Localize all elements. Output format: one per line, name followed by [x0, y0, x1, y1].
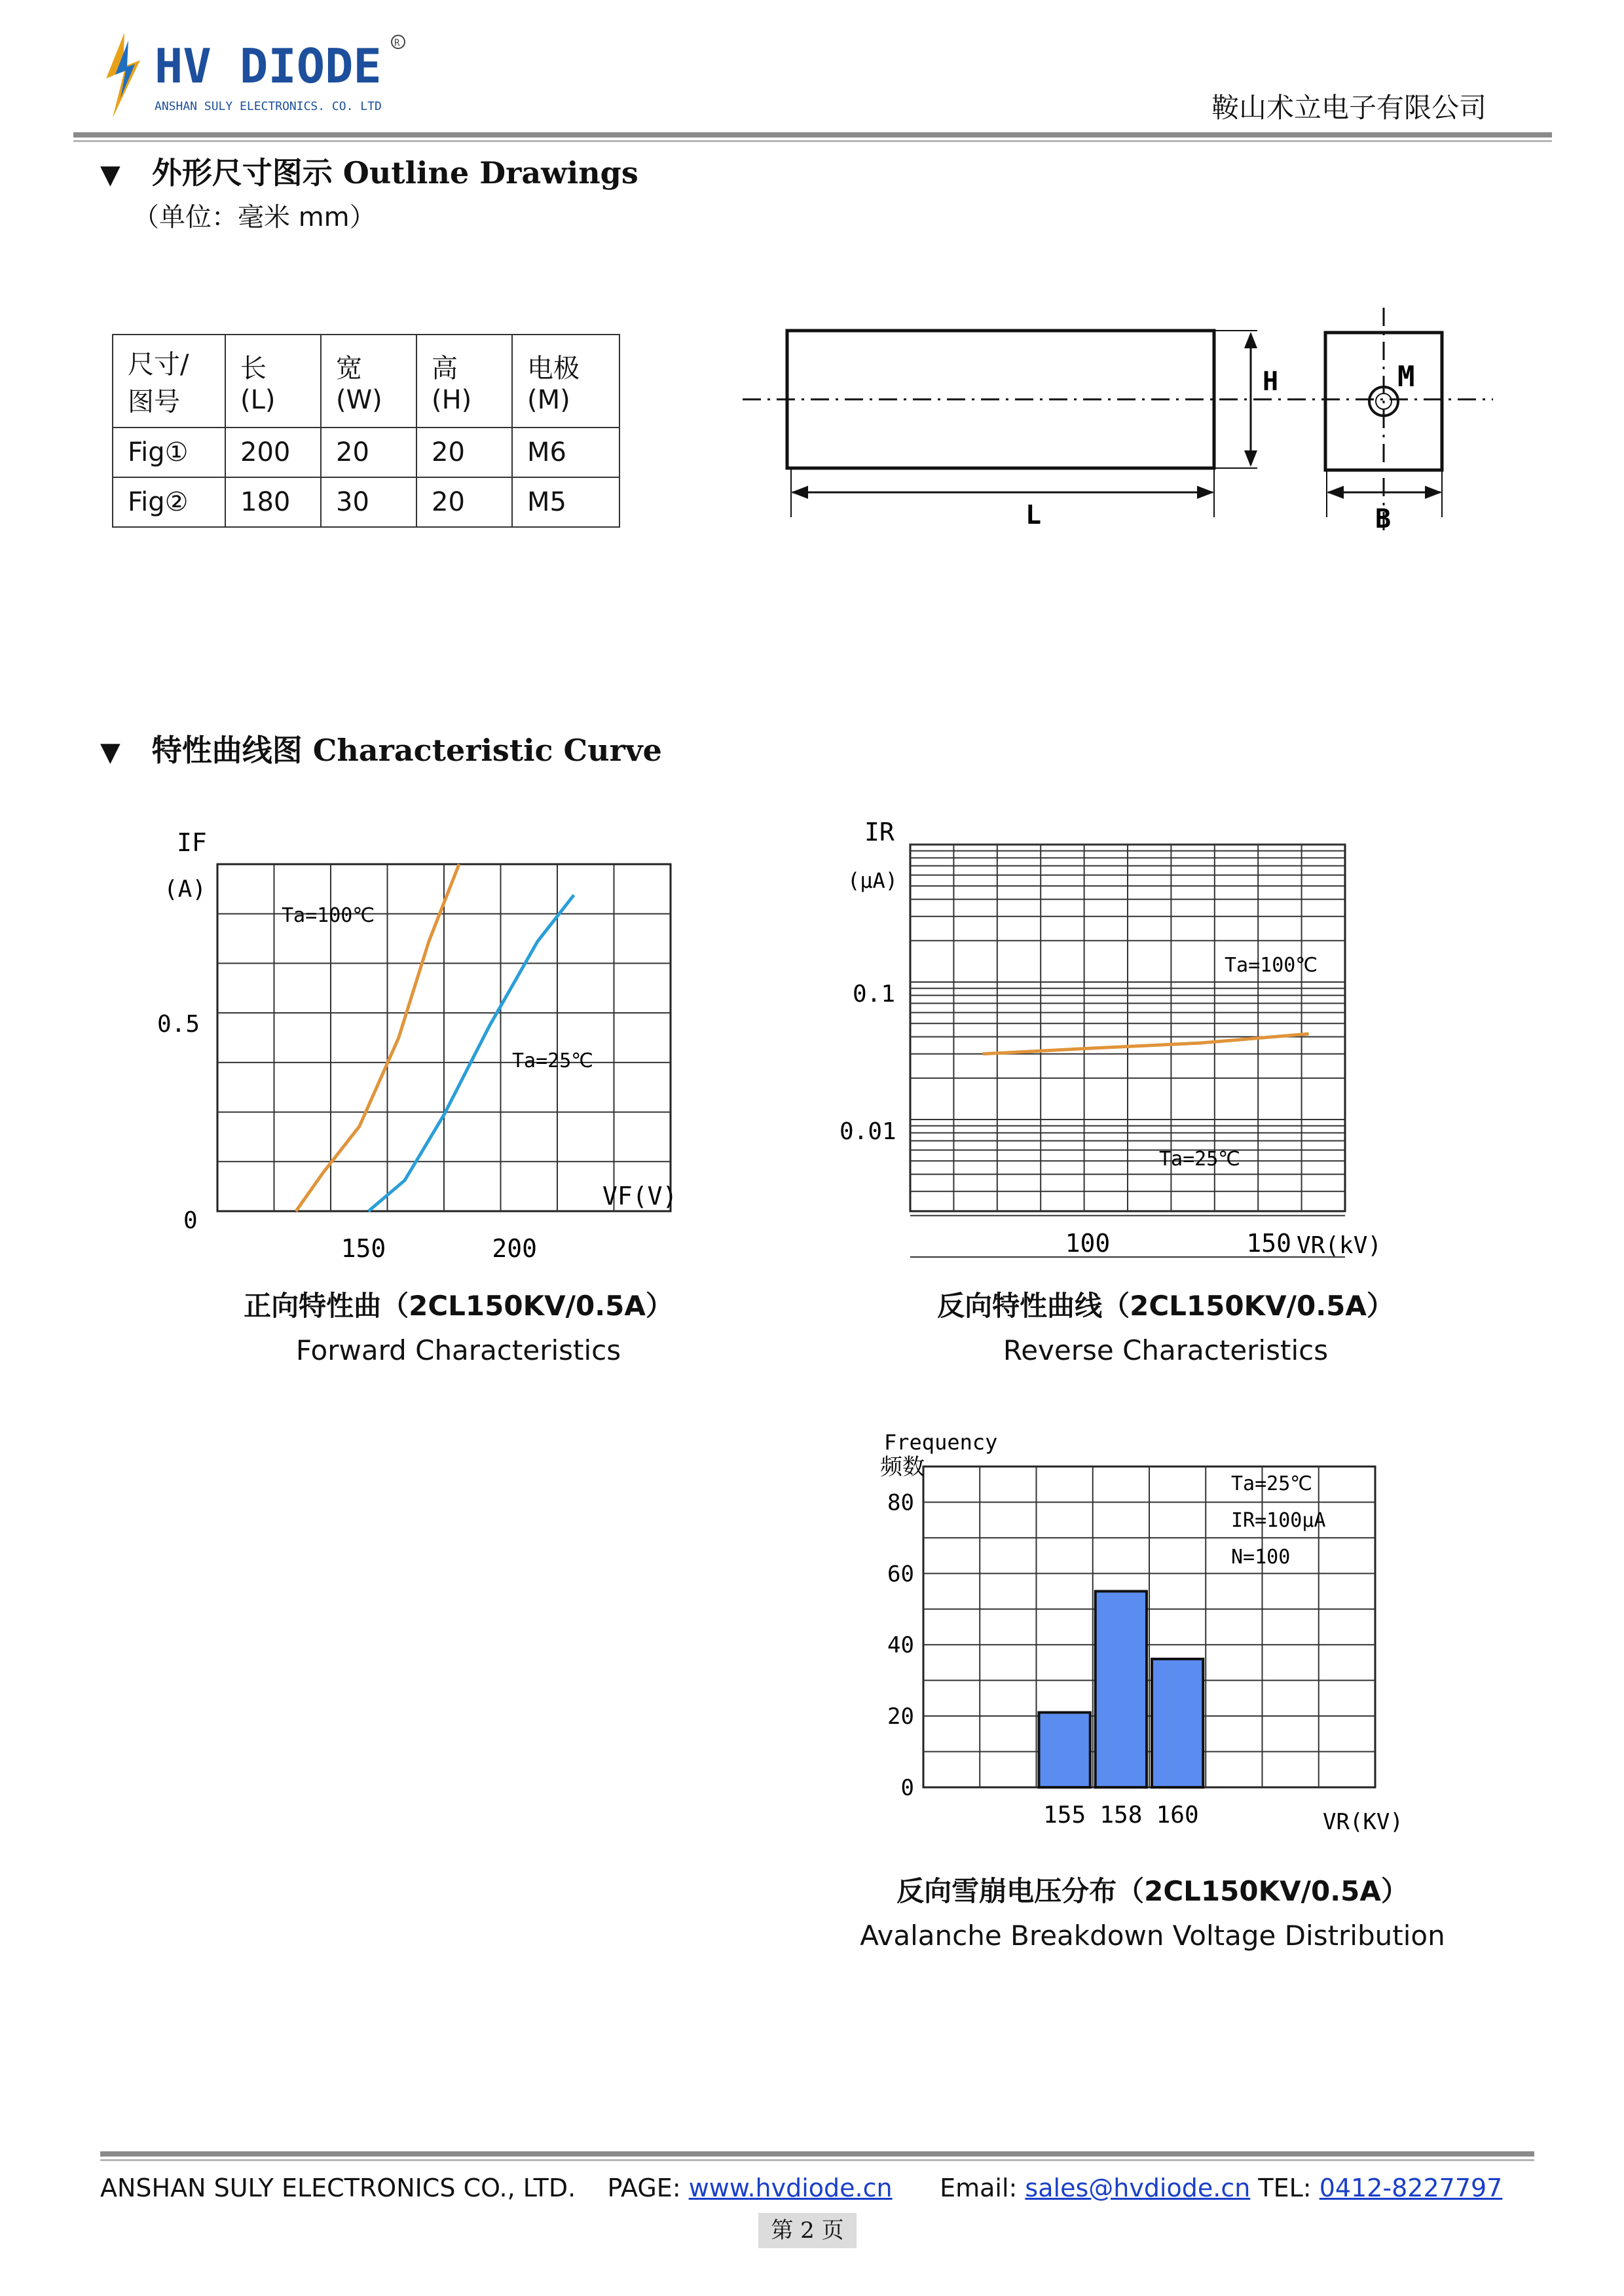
triangle-bullet-icon: ▼ [100, 737, 120, 767]
footer [100, 2174, 1502, 2202]
dimension-label-l: L [1025, 500, 1042, 530]
y-tick-label: 0 [183, 1207, 198, 1234]
y-tick-label: 0.5 [157, 1011, 200, 1038]
table-cell: 20 [416, 428, 512, 477]
table-cell: Fig① [113, 428, 225, 477]
x-axis-label: VR(kV) [1297, 1232, 1382, 1259]
chart-annotation: N=100 [1231, 1546, 1291, 1569]
lightning-logo-icon [98, 26, 426, 124]
table-cell: 20 [416, 477, 512, 527]
curve-section-title [100, 727, 662, 770]
avalanche-caption [832, 1870, 1473, 1952]
y-axis-label: Frequency [884, 1430, 998, 1455]
website-link[interactable]: www.hvdiode.cn [688, 2174, 893, 2202]
series-label: Ta=100℃ [1225, 954, 1318, 977]
outline-title-cn: 外形尺寸图示 [151, 155, 333, 191]
y-tick-label: 60 [887, 1561, 914, 1588]
table-cell: 180 [225, 477, 321, 527]
x-tick-label: 160 [1156, 1802, 1199, 1829]
header-rule-thin [73, 140, 1552, 142]
table-cell: M6 [512, 428, 619, 477]
logo-subtitle: ANSHAN SULY ELECTRONICS. CO. LTD [155, 100, 382, 113]
y-axis-unit: (μA) [847, 868, 898, 893]
reverse-caption [871, 1285, 1460, 1366]
histogram-bar [1039, 1713, 1090, 1787]
y-tick-label: 0.01 [840, 1118, 896, 1145]
header-cell: 宽 (W) [321, 335, 416, 428]
y-axis-label: IF [177, 828, 207, 857]
y-tick-label: 80 [887, 1489, 914, 1516]
x-axis-label: VF(V) [602, 1182, 678, 1211]
header-cell: 尺寸/ 图号 [113, 335, 225, 428]
header-cell: 高 (H) [416, 335, 512, 428]
footer-tel-label: TEL: [1258, 2174, 1312, 2202]
table-row [113, 428, 619, 477]
y-axis-unit: (A) [164, 876, 207, 903]
outline-title-en: Outline Drawings [342, 155, 638, 191]
footer-page-label: PAGE: [607, 2174, 681, 2202]
email-link[interactable]: sales@hvdiode.cn [1025, 2174, 1251, 2202]
page-number: 第 2 页 [758, 2213, 857, 2248]
svg-text:R: R [394, 38, 400, 48]
y-axis-label-cn: 频数 [880, 1454, 925, 1480]
reverse-chart [825, 812, 1414, 1270]
table-cell: Fig② [113, 477, 225, 527]
header-rule [73, 132, 1552, 137]
chart-annotation: Ta=25℃ [1231, 1472, 1312, 1495]
outline-drawing [733, 308, 1500, 543]
table-cell: M5 [512, 477, 619, 527]
outline-section-title [100, 149, 638, 192]
x-axis-label: VR(KV) [1323, 1809, 1403, 1835]
y-axis-label: IR [864, 818, 895, 847]
dimension-table [112, 334, 620, 528]
forward-chart [151, 812, 707, 1270]
forward-caption [196, 1285, 720, 1366]
y-tick-label: 40 [887, 1632, 914, 1659]
table-row [113, 477, 619, 527]
triangle-bullet-icon: ▼ [100, 160, 120, 190]
table-cell: 20 [321, 428, 416, 477]
y-tick-label: 0 [900, 1775, 914, 1801]
reverse-caption-cn: 反向特性曲线（2CL150KV/0.5A） [937, 1290, 1394, 1322]
footer-email-label: Email: [940, 2174, 1018, 2202]
x-tick-label: 155 [1043, 1802, 1086, 1829]
histogram-bar [1096, 1592, 1147, 1787]
avalanche-caption-en: Avalanche Breakdown Voltage Distribution [860, 1920, 1445, 1952]
forward-caption-en: Forward Characteristics [295, 1334, 621, 1366]
x-tick-label: 150 [1246, 1229, 1291, 1258]
avalanche-caption-cn: 反向雪崩电压分布（2CL150KV/0.5A） [896, 1875, 1409, 1907]
header-cell: 长 (L) [225, 335, 321, 428]
reverse-caption-en: Reverse Characteristics [1003, 1334, 1329, 1366]
footer-rule [100, 2151, 1534, 2157]
dimension-label-b: B [1375, 504, 1392, 534]
table-cell: 30 [321, 477, 416, 527]
company-name-cn: 鞍山术立电子有限公司 [1211, 92, 1486, 124]
x-tick-label: 200 [492, 1234, 537, 1263]
x-tick-label: 150 [341, 1234, 386, 1263]
tel-link[interactable]: 0412-8227797 [1319, 2174, 1503, 2202]
footer-rule-thin [100, 2159, 1534, 2161]
avalanche-chart [851, 1427, 1441, 1859]
x-tick-label: 158 [1099, 1802, 1143, 1829]
chart-annotation: IR=100μA [1231, 1509, 1326, 1532]
logo-text: HV DIODE [155, 39, 382, 94]
series-label: Ta=25℃ [1159, 1148, 1240, 1171]
company-logo [98, 26, 426, 124]
curve-title-cn: 特性曲线图 [151, 733, 303, 768]
table-cell: 200 [225, 428, 321, 477]
curve-title-en: Characteristic Curve [312, 733, 662, 768]
y-tick-label: 20 [887, 1704, 914, 1730]
footer-company: ANSHAN SULY ELECTRONICS CO., LTD. [100, 2174, 576, 2202]
series-label: Ta=25℃ [512, 1049, 593, 1072]
header-cell: 电极 (M) [512, 335, 619, 428]
dimension-label-m: M [1397, 360, 1415, 393]
unit-note: （单位：毫米 mm） [133, 202, 376, 232]
dimension-label-h: H [1263, 367, 1279, 397]
series-label: Ta=100℃ [282, 904, 375, 927]
y-tick-label: 0.1 [853, 981, 896, 1008]
forward-caption-cn: 正向特性曲（2CL150KV/0.5A） [244, 1290, 673, 1322]
x-tick-label: 100 [1065, 1229, 1111, 1258]
histogram-bar [1152, 1659, 1203, 1787]
